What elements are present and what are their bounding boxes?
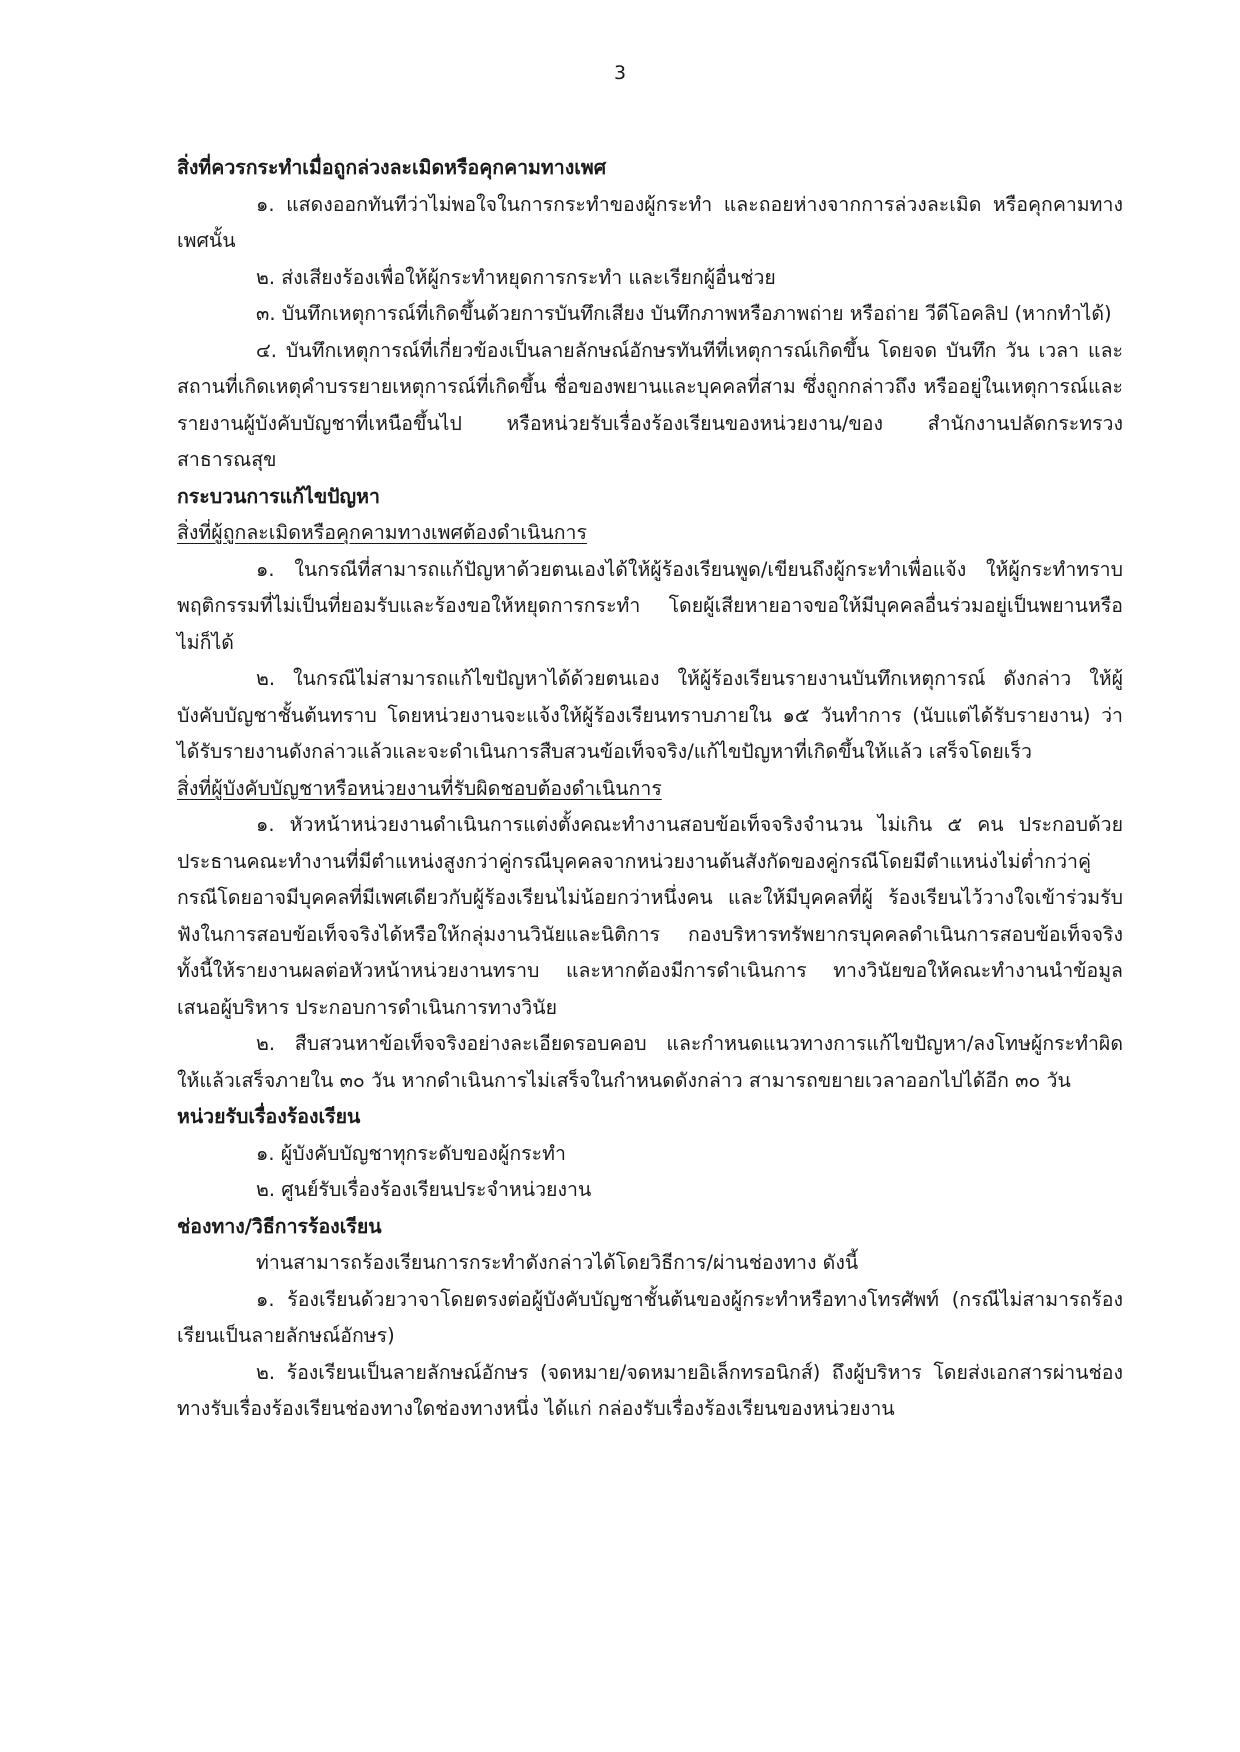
paragraph: ๑. ผู้บังคับบัญชาทุกระดับของผู้กระทำ	[256, 1141, 566, 1165]
subheading-supervisor-actions: สิ่งที่ผู้บังคับบัญชาหรือหน่วยงานที่รับผิดชอบต้องดำเนินการ	[177, 776, 662, 800]
paragraph: ๑. ในกรณีที่สามารถแก้ปัญหาด้วยตนเองได้ให้ผู้ร้องเรียนพูด/เขียนถึงผู้กระทำเพื่อแจ้ง ให้ผู้กระทำทราบพฤติกรรมที่ไม่เป็นที่ยอมรับและร้องขอให้หยุดการกระทำ โดยผู้เสียหายอาจขอให้มีบุคคลอื่นร่วมอยู่เป็นพยานหรือไม่ก็ได้	[177, 557, 1123, 654]
section-heading-complaint-channels: ช่องทาง/วิธีการร้องเรียน	[177, 1214, 382, 1238]
section-heading-actions: สิ่งที่ควรกระทำเมื่อถูกล่วงละเมิดหรือคุกคามทางเพศ	[177, 156, 607, 179]
paragraph: ๓. บันทึกเหตุการณ์ที่เกิดขึ้นด้วยการบันทึกเสียง บันทึกภาพหรือภาพถ่าย หรือถ่าย วีดีโอคลิป (หากทำได้)	[256, 302, 1112, 325]
paragraph: ๒. ในกรณีไม่สามารถแก้ไขปัญหาได้ด้วยตนเอง ให้ผู้ร้องเรียนรายงานบันทึกเหตุการณ์ ดังกล่าว ให้ผู้บังคับบัญชาชั้นต้นทราบ โดยหน่วยงานจะแจ้งให้ผู้ร้องเรียนทราบภายใน ๑๕ วันทำการ (นับแต่ได้รับรายงาน) ว่าได้รับรายงานดังกล่าวแล้วและจะดำเนินการสืบสวนข้อเท็จจริง/แก้ไขปัญหาที่เกิดขึ้นให้แล้ว เสร็จโดยเร็ว	[177, 667, 1123, 763]
paragraph: ๔. บันทึกเหตุการณ์ที่เกี่ยวข้องเป็นลายลักษณ์อักษรทันทีที่เหตุการณ์เกิดขึ้น โดยจด บันทึก วัน เวลา และสถานที่เกิดเหตุคำบรรยายเหตุการณ์ที่เกิดขึ้น ชื่อของพยานและบุคคลที่สาม ซึ่งถูกกล่าวถึง หรืออยู่ในเหตุการณ์และรายงานผู้บังคับบัญชาที่เหนือขึ้นไป หรือหน่วยรับเรื่องร้องเรียนของหน่วยงาน/ของ สำนักงานปลัดกระทรวงสาธารณสุข	[177, 338, 1123, 471]
page-number: 3	[613, 62, 627, 84]
paragraph: ๒. ศูนย์รับเรื่องร้องเรียนประจำหน่วยงาน	[256, 1178, 592, 1201]
paragraph: ๑. แสดงออกทันทีว่าไม่พอใจในการกระทำของผู้กระทำ และถอยห่างจากการล่วงละเมิด หรือคุกคามทางเพศนั้น	[177, 192, 1123, 252]
subheading-victim-actions: สิ่งที่ผู้ถูกละเมิดหรือคุกคามทางเพศต้องดำเนินการ	[177, 521, 587, 544]
paragraph: ๒. ร้องเรียนเป็นลายลักษณ์อักษร (จดหมาย/จดหมายอิเล็กทรอนิกส์) ถึงผู้บริหาร โดยส่งเอกสารผ่านช่องทางรับเรื่องร้องเรียนช่องทางใดช่องทางหนึ่ง ได้แก่ กล่องรับเรื่องร้องเรียนของหน่วยงาน	[177, 1360, 1123, 1420]
paragraph: ๒. ส่งเสียงร้องเพื่อให้ผู้กระทำหยุดการกระทำ และเรียกผู้อื่นช่วย	[256, 265, 776, 289]
paragraph: ๑. ร้องเรียนด้วยวาจาโดยตรงต่อผู้บังคับบัญชาชั้นต้นของผู้กระทำหรือทางโทรศัพท์ (กรณีไม่สามารถร้องเรียนเป็นลายลักษณ์อักษร)	[177, 1287, 1123, 1347]
paragraph: ท่านสามารถร้องเรียนการกระทำดังกล่าวได้โดยวิธีการ/ผ่านช่องทาง ดังนี้	[256, 1251, 859, 1274]
document-body	[177, 150, 1123, 1428]
section-heading-resolution: กระบวนการแก้ไขปัญหา	[177, 484, 380, 508]
section-heading-complaint-units: หน่วยรับเรื่องร้องเรียน	[177, 1105, 361, 1128]
paragraph: ๑. หัวหน้าหน่วยงานดำเนินการแต่งตั้งคณะทำงานสอบข้อเท็จจริงจำนวน ไม่เกิน ๕ คน ประกอบด้วยประธานคณะทำงานที่มีตำแหน่งสูงกว่าคู่กรณีบุคคลจากหน่วยงานต้นสังกัดของคู่กรณีโดยมีตำแหน่งไม่ต่ำกว่าคู่กรณีโดยอาจมีบุคคลที่มีเพศเดียวกับผู้ร้องเรียนไม่น้อยกว่าหนึ่งคน และให้มีบุคคลที่ผู้ ร้องเรียนไว้วางใจเข้าร่วมรับฟังในการสอบข้อเท็จจริงได้หรือให้กลุ่มงานวินัยและนิติการ กองบริหารทรัพยากรบุคคลดำเนินการสอบข้อเท็จจริง ทั้งนี้ให้รายงานผลต่อหัวหน้าหน่วยงานทราบ และหากต้องมีการดำเนินการ ทางวินัยขอให้คณะทำงานนำข้อมูลเสนอผู้บริหาร ประกอบการดำเนินการทางวินัย	[177, 813, 1123, 1019]
paragraph: ๒. สืบสวนหาข้อเท็จจริงอย่างละเอียดรอบคอบ และกำหนดแนวทางการแก้ไขปัญหา/ลงโทษผู้กระทำผิด ให้แล้วเสร็จภายใน ๓๐ วัน หากดำเนินการไม่เสร็จในกำหนดดังกล่าว สามารถขยายเวลาออกไปได้อีก ๓๐ วัน	[177, 1032, 1123, 1092]
